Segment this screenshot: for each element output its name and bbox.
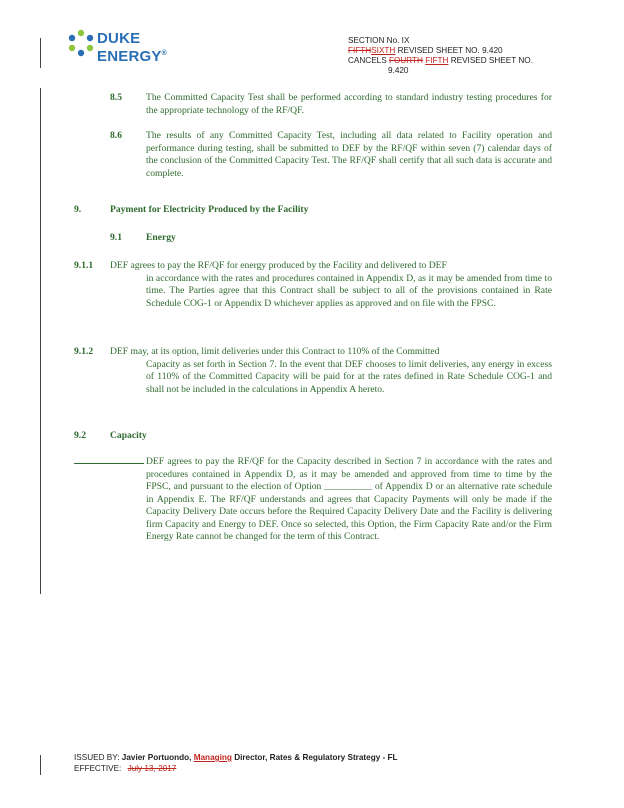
section-9-title: Payment for Electricity Produced by the Facility xyxy=(110,204,309,215)
section-number-8-5: 8.5 xyxy=(110,92,122,103)
cancels-inserted-text: FIFTH xyxy=(425,56,449,65)
registered-mark: ® xyxy=(161,50,167,57)
change-bar-footer xyxy=(40,755,41,775)
section-number-9-1-2: 9.1.2 xyxy=(74,346,94,357)
issued-by-label: ISSUED BY: xyxy=(74,753,120,762)
issued-by-inserted: Managing xyxy=(193,753,232,762)
issuance-footer xyxy=(74,753,398,774)
cancels-rest-text: REVISED SHEET NO. xyxy=(450,56,533,65)
section-8-6-text: The results of any Committed Capacity Test, including all data related to Facility operation and performance during testing, shall be submitted to DEF by the RF/QF within seven (7) calendar days of the conclusion of the Committed Capacity Test. The RF/QF shall certify that all such data is accurate and complete. xyxy=(146,130,552,179)
section-number-9-2: 9.2 xyxy=(74,430,86,441)
document-body xyxy=(74,0,552,808)
section-9-1-1-lead: DEF agrees to pay the RF/QF for energy produced by the Facility and delivered to DEF xyxy=(110,260,447,271)
logo-line-duke: DUKE xyxy=(97,30,141,47)
section-9-1-2-lead: DEF may, at its option, limit deliveries under this Contract to 110% of the Committed xyxy=(110,346,440,357)
effective-line xyxy=(74,764,398,775)
sheet-rest-text: REVISED SHEET NO. 9.420 xyxy=(397,46,503,55)
section-9-1-title: Energy xyxy=(146,232,176,243)
cancels-number: 9.420 xyxy=(388,66,409,75)
sheet-deleted-text: FIFTH xyxy=(348,46,372,55)
section-number-9-1: 9.1 xyxy=(110,232,122,243)
section-8-5-text: The Committed Capacity Test shall be performed according to standard industry testing procedures for the appropriate technology of the RF/QF. xyxy=(146,92,552,116)
section-number-9: 9. xyxy=(74,204,82,215)
cancels-deleted-text: FOURTH xyxy=(388,56,423,65)
change-bar-header xyxy=(40,38,41,68)
section-9-2-text: DEF agrees to pay the RF/QF for the Capacity described in Section 7 in accordance with the rates and procedures contained in Appendix D, as it may be amended and approved from time to time by the FPSC, and pursuant to the election of Option __________ of Appendix D or an alternative rate schedule in Appendix E. The RF/QF understands and agrees that Capacity Payments will only be made if the Capacity Delivery Date occurs before the Required Capacity Delivery Date and the Facility is delivering firm Capacity and Energy to DEF. Once so selected, this Option, the Firm Capacity Rate and/or the Firm Energy Rate cannot be changed for the term of this Contract. xyxy=(146,456,552,542)
cancels-prefix: CANCELS xyxy=(348,56,387,65)
section-number: SECTION No. IX xyxy=(348,36,410,45)
effective-deleted-date: July 13, 2017 xyxy=(127,763,177,773)
section-9-2-title: Capacity xyxy=(110,430,147,441)
issued-by-line xyxy=(74,753,398,764)
issued-by-title: Director, Rates & Regulatory Strategy - FL xyxy=(234,753,398,762)
section-number-9-1-1: 9.1.1 xyxy=(74,260,94,271)
section-number-8-6: 8.6 xyxy=(110,130,122,141)
issued-by-name: Javier Portuondo, xyxy=(121,753,192,762)
change-bar-body xyxy=(40,88,41,594)
sheet-inserted-text: SIXTH xyxy=(371,46,396,55)
logo-line-energy: ENERGY xyxy=(97,48,162,65)
effective-label: EFFECTIVE: xyxy=(74,763,122,773)
section-9-1-1-text: in accordance with the rates and procedures contained in Appendix D, as it may be amended from time to time. The Parties agree that this Contract shall be subject to all of the provisions contained in Rate Schedule COG-1 or Appendix D whichever applies as approved and on file with the FPSC. xyxy=(146,272,552,309)
section-9-1-2-text: Capacity as set forth in Section 7. In the event that DEF chooses to limit deliveries, any energy in excess of 110% of the Committed Capacity will be paid for at the rates defined in Rate Schedule COG-1 and shall not be included in the calculations in Appendix A hereto. xyxy=(146,358,552,395)
tab-leader-line xyxy=(74,463,144,464)
